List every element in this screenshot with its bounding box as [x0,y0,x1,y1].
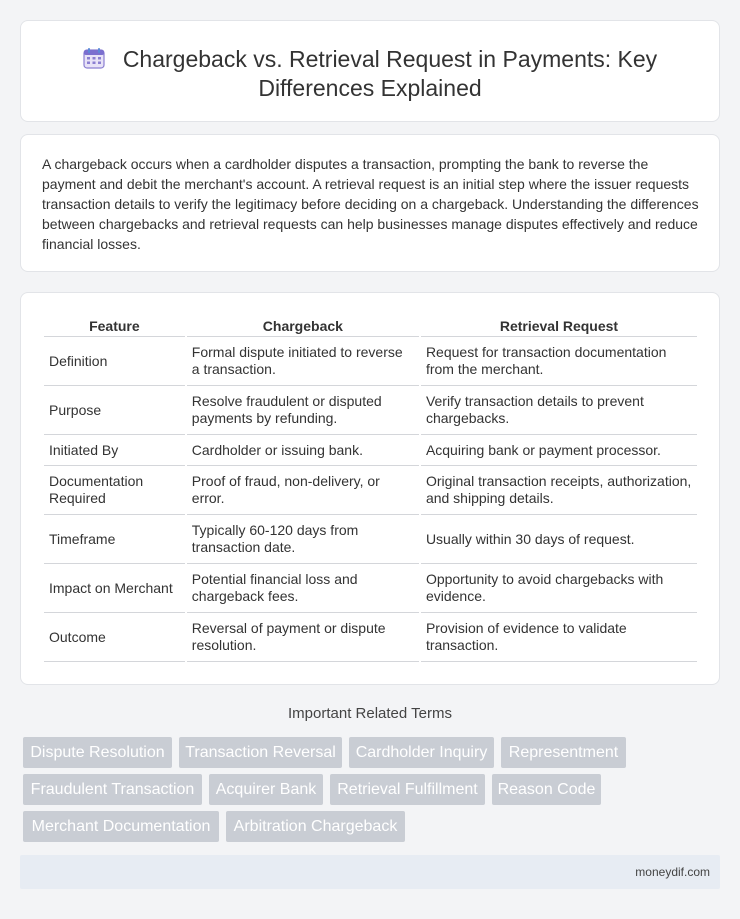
retrieval-cell: Original transaction receipts, authorization, and shipping details. [421,466,697,515]
chargeback-cell: Cardholder or issuing bank. [187,435,419,466]
tag-reason-code[interactable]: Reason Code [492,774,601,805]
feature-cell: Initiated By [44,435,185,466]
footer-bar [20,855,720,889]
tag-transaction-reversal[interactable]: Transaction Reversal [179,737,342,768]
table-row [44,466,697,515]
tag-acquirer-bank[interactable]: Acquirer Bank [209,774,323,805]
table-row [44,435,697,466]
tag-dispute-resolution[interactable]: Dispute Resolution [23,737,172,768]
header-chargeback: Chargeback [187,315,419,337]
tag-fraudulent-transaction[interactable]: Fraudulent Transaction [23,774,202,805]
header-retrieval-request: Retrieval Request [421,315,697,337]
tag-merchant-documentation[interactable]: Merchant Documentation [23,811,219,842]
chargeback-cell: Potential financial loss and chargeback fees. [187,564,419,613]
table-row [44,613,697,662]
retrieval-cell: Acquiring bank or payment processor. [421,435,697,466]
header-feature: Feature [44,315,185,337]
retrieval-cell: Verify transaction details to prevent chargebacks. [421,386,697,435]
feature-cell: Timeframe [44,515,185,564]
comparison-table-card [20,292,720,685]
calendar-icon [83,47,105,69]
table-header-row [44,315,697,337]
table-row [44,337,697,386]
feature-cell: Definition [44,337,185,386]
feature-cell: Purpose [44,386,185,435]
page-title [21,45,719,103]
header-card [20,20,720,122]
retrieval-cell: Provision of evidence to validate transaction. [421,613,697,662]
chargeback-cell: Proof of fraud, non-delivery, or error. [187,466,419,515]
feature-cell: Documentation Required [44,466,185,515]
related-terms-heading: Important Related Terms [288,705,452,722]
chargeback-cell: Typically 60-120 days from transaction date. [187,515,419,564]
chargeback-cell: Resolve fraudulent or disputed payments by refunding. [187,386,419,435]
feature-cell: Outcome [44,613,185,662]
comparison-table [42,315,699,662]
tag-cardholder-inquiry[interactable]: Cardholder Inquiry [349,737,494,768]
table-row [44,515,697,564]
title-line-2: Differences Explained [258,75,482,101]
retrieval-cell: Request for transaction documentation from the merchant. [421,337,697,386]
retrieval-cell: Usually within 30 days of request. [421,515,697,564]
footer-site[interactable]: moneydif.com [635,865,710,879]
intro-paragraph: A chargeback occurs when a cardholder disputes a transaction, prompting the bank to reverse the payment and debit the merchant's account. A retrieval request is an initial step where the issuer requests transaction details to verify the legitimacy before deciding on a chargeback. Understanding the differences between chargebacks and retrieval requests can help businesses manage disputes effectively and reduce financial losses. [42,156,699,252]
feature-cell: Impact on Merchant [44,564,185,613]
tag-retrieval-fulfillment[interactable]: Retrieval Fulfillment [330,774,485,805]
retrieval-cell: Opportunity to avoid chargebacks with evidence. [421,564,697,613]
table-row [44,564,697,613]
tag-representment[interactable]: Representment [501,737,626,768]
table-row [44,386,697,435]
intro-card [20,134,720,272]
tag-arbitration-chargeback[interactable]: Arbitration Chargeback [226,811,405,842]
title-line-1: Chargeback vs. Retrieval Request in Payments: Key [122,46,658,72]
chargeback-cell: Reversal of payment or dispute resolution. [187,613,419,662]
chargeback-cell: Formal dispute initiated to reverse a transaction. [187,337,419,386]
